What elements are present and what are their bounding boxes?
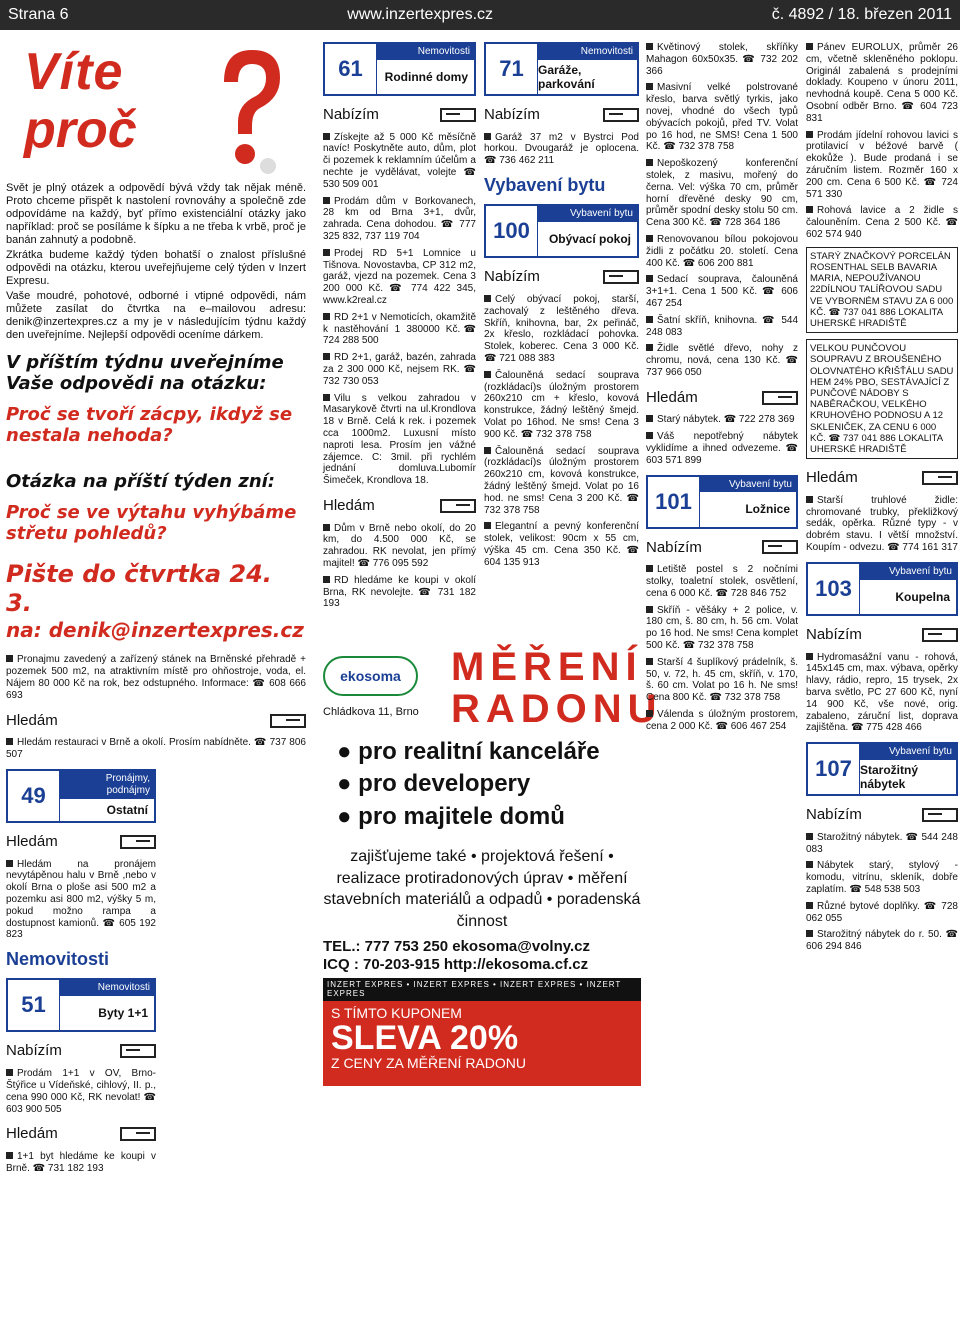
- ads-block: [323, 523, 476, 611]
- current-question: Proč se tvoří zácpy, ikdyž se nestala nehoda?: [6, 404, 293, 447]
- classified-ad: Starší truhlové židle: chromované trubky, překližkový sedák, opěrka. Různé typy - v dobrém stavu. I větší množství. Koupím - odvezu. ☎ 774 161 317: [806, 494, 958, 554]
- intro-text: [6, 182, 306, 342]
- category-number: 101: [648, 477, 700, 527]
- classified-ad: Hydromasážní vanu - rohová, 145x145 cm, max. výbava, opěrky hlavy, rádio, repro, 15 trysek, 2x barva světlo, PC 27 600 Kč, nyní 14 900 Kč, vše nové, orig. zabaleno, záruční list, doprava zajištěna. ☎ 775 428 466: [806, 651, 958, 734]
- arrow-left-icon: [120, 835, 156, 849]
- section-label: Nabízím: [484, 268, 540, 286]
- ads-block: [806, 652, 958, 735]
- classified-ad: Získejte až 5 000 Kč měsíčně navíc! Poskytněte auto, dům, plot či pozemek k reklamním účelům a nechte je vydělávat, volejte ☎ 530 509 001: [323, 131, 476, 190]
- site-url[interactable]: www.inzertexpres.cz: [347, 5, 494, 23]
- ads-block: [646, 564, 798, 732]
- arrow-left-icon: [922, 471, 958, 485]
- classified-ad: Masivní velké polstrované křeslo, barva světlý tyrkis, jako novej, vhodné do všech typů obývacích pokojů, před TV. Volat po 16 hod, ne SMS! Cena 1 500 Kč. ☎ 732 378 758: [646, 82, 798, 153]
- classified-ad: Prodej RD 5+1 Lomnice u Tišnova. Novostavba, CP 312 m2, garáž, vjezd na pozemek. Cena 3 200 000 Kč. ☎ 774 422 345, www.k2real.cz: [323, 247, 476, 307]
- ads-block: [806, 42, 958, 241]
- classified-ad: Starší 4 šuplíkový prádelník, š. 50, v. 72, h. 45 cm, skříň, v. 170, š. 60 cm. Volat po 16 h. Ne sms! Cena 800 Kč. ☎ 732 378 758: [646, 656, 798, 704]
- page-number: Strana 6: [8, 5, 69, 23]
- section-hledam: [6, 1125, 156, 1143]
- category-number: 107: [808, 744, 860, 794]
- ads-block: [806, 832, 958, 953]
- section-label: Nabízím: [323, 106, 379, 123]
- intro-paragraph: Zkrátka budeme každý týden bohatší o znalost příslušné odpovědi na otázku, kterou uveřejňujeme celý týden v Inzert Expresu.: [6, 248, 306, 287]
- section-hledam: [806, 469, 958, 487]
- classified-ad: Renovovanou bílou pokojovou židli z počátku 20. století. Cena 400 Kč. ☎ 606 200 881: [646, 233, 798, 269]
- section-hledam: [323, 497, 476, 515]
- column-2: [323, 42, 476, 615]
- category-name: Ložnice: [745, 502, 790, 517]
- classified-ad: Starožitný nábytek do r. 50. ☎ 606 294 846: [806, 929, 958, 953]
- category-group: Vybavení bytu: [860, 564, 956, 580]
- section-label: Hledám: [323, 497, 375, 514]
- ad-phone[interactable]: TEL.: 777 753 250 ekosoma@volny.cz: [323, 938, 590, 955]
- arrow-left-icon: [120, 1127, 156, 1141]
- classified-ad: Šatní skříň, knihovna. ☎ 544 248 083: [646, 314, 798, 338]
- classified-ad: Pronajmu zavedený a zařízený stánek na Brněnské přehradě + pozemek 500 m2, na atraktivním místě pro ohňostroje, voda, el. Nájem 80 000 Kč na rok, bez odstupného. Informace: ☎ 608 666 693: [6, 654, 306, 701]
- section-nabizim: [484, 268, 639, 286]
- ads-block: [484, 132, 639, 167]
- page-header: [0, 0, 960, 30]
- ad-service-list: [337, 736, 600, 833]
- category-group: Vybavení bytu: [538, 206, 637, 222]
- classified-ad: 1+1 byt hledáme ke koupi v Brně. ☎ 731 182 193: [6, 1151, 156, 1174]
- ad-service-item: ● pro realitní kanceláře: [337, 738, 600, 765]
- boxed-ad: VELKOU PUNČOVOU SOUPRAVU Z BROUŠENÉHO OLOVNATÉHO KŘIŠŤÁLU SADU HEM 24% PBO, SESTÁVAJÍCÍ Z PUNČOVÉ NÁDOBY S NABĚRAČKOU, VELKÉHO KRUHOVÉHO PODNOSU A 12 SKLENIČEK, ZA CENU 6 000 KČ. ☎ 737 041 886 LOKALITA UHERSKÉ HRADIŠTĚ: [806, 339, 958, 459]
- classified-ad: Sedací souprava, čalouněná 3+1+1. Cena 1 500 Kč. ☎ 606 467 254: [646, 274, 798, 309]
- section-nabizim: [646, 539, 798, 557]
- category-name: Starožitný nábytek: [860, 762, 919, 792]
- category-group: Nemovitosti: [377, 44, 474, 60]
- ads-block: [484, 294, 639, 569]
- column-1: [6, 42, 306, 1180]
- category-name: Byty 1+1: [98, 1006, 148, 1021]
- question-mark-icon: [206, 42, 292, 182]
- classified-ad: Různé bytové doplňky. ☎ 728 062 055: [806, 900, 958, 924]
- intro-paragraph: Svět je plný otázek a odpovědí bývá vždy tak nějak méně. Proto chceme přispět k nastolení rovnováhy a společně zde odpovídáme na každý, byť přímo existenciální otázky jako například: proč se posíláme k šípku a ne třeba k vrbě, proč je banán zahnutý a podobně.: [6, 182, 306, 246]
- section-label: Hledám: [6, 711, 58, 729]
- classified-ad: Prodám dům v Borkovanech, 28 km od Brna 3+1, dvůr, zahrada. Cena dohodou. ☎ 777 325 832, 737 119 704: [323, 195, 476, 243]
- section-hledam: [6, 712, 306, 730]
- classified-ad: Židle světlé dřevo, nohy z chromu, nová, cena 130 Kč. ☎ 737 966 050: [646, 343, 798, 378]
- ads-block: [6, 1151, 156, 1175]
- arrow-right-icon: [922, 808, 958, 822]
- section-label: Hledám: [6, 832, 58, 850]
- arrow-right-icon: [762, 540, 798, 554]
- category-group: Vybavení bytu: [700, 477, 796, 493]
- category-name: Ostatní: [106, 802, 148, 817]
- coupon-line1: S TÍMTO KUPONEM: [331, 1004, 462, 1021]
- ad-contact: [323, 938, 641, 973]
- arrow-right-icon: [120, 1044, 156, 1058]
- section-nabizim: [323, 106, 476, 124]
- classified-ad: Váš nepotřebný nábytek vyklidíme a ihned odvezeme. ☎ 603 571 899: [646, 431, 798, 466]
- hero-title-line2: proč: [24, 101, 137, 159]
- ad-title: MĚŘENÍ RADONU: [451, 645, 663, 731]
- arrow-left-icon: [762, 391, 798, 405]
- classified-ad: Válenda s úložným prostorem, cena 2 000 Kč. ☎ 606 467 254: [646, 709, 798, 732]
- category-group: Pronájmy, podnájmy: [60, 771, 154, 799]
- category-number: 61: [325, 44, 377, 94]
- category-number: 49: [8, 771, 60, 821]
- section-nabizim: [806, 806, 958, 824]
- category-group: Nemovitosti: [538, 44, 637, 60]
- deadline: Pište do čtvrtka 24. 3.: [6, 560, 272, 617]
- ads-block: [6, 1068, 156, 1115]
- category-name: Koupelna: [895, 589, 950, 604]
- classified-ad: Celý obývací pokoj, starší, zachovalý z leštěného dřeva. Skříň, knihovna, bar, 2x peřináč, 2x křeslo, rozkládací pohovka. Stolek, koberec. Cena 3 000 Kč. ☎ 721 088 383: [484, 294, 639, 364]
- section-label: Nabízím: [6, 1042, 62, 1060]
- classified-ad: RD 2+1 v Nemoticích, okamžitě k nastěhování 1 380000 Kč.☎ 724 288 500: [323, 311, 476, 347]
- ads-block: [6, 737, 306, 761]
- arrow-left-icon: [440, 499, 476, 513]
- category-103: [806, 562, 958, 616]
- classified-ad: Dům v Brně nebo okolí, do 20 km, do 4.500 000 Kč, se zahradou. RK nevolat, jen přímý majitel! ☎ 776 095 592: [323, 522, 476, 570]
- ads-block: [323, 132, 476, 487]
- ekosoma-ad: [323, 640, 663, 1086]
- section-nabizim: [6, 1042, 156, 1060]
- ads-block: [646, 414, 798, 466]
- section-hledam: [6, 833, 156, 851]
- category-107: [806, 742, 958, 796]
- category-number: 71: [486, 44, 538, 94]
- column-3: [484, 42, 639, 574]
- classified-ad: Rohová lavice a 2 židle s čalouněním. Cena 2 500 Kč. ☎ 602 574 940: [806, 205, 958, 240]
- category-name: Garáže, parkování: [538, 62, 595, 91]
- classified-ad: Čalouněná sedací souprava (rozkládací)s úložným prostorem 260x210 cm + křeslo, kovová konstrukce, žádný leštěný šmejd. Volat po 16hod. Ne sms! Cena 3 900 Kč. ☎ 732 378 758: [484, 369, 639, 440]
- category-number: 51: [8, 980, 60, 1030]
- arrow-left-icon: [270, 714, 306, 728]
- section-label: Hledám: [806, 469, 858, 487]
- column-5: [806, 42, 958, 958]
- arrow-right-icon: [603, 270, 639, 284]
- email-address[interactable]: na: denik@inzertexpres.cz: [6, 617, 304, 642]
- classified-ad: Hledám na pronájem nevytápěnou halu v Brně ,nebo v okolí Brna o ploše asi 500 m2 a pozemku asi 800 m2, výšky 5 m, pokud možno rampa a dostupnost kamionů. ☎ 605 192 823: [6, 858, 156, 941]
- arrow-right-icon: [922, 628, 958, 642]
- classified-ad: Nepoškozený konferenční stolek, z masivu, mořený do černa. Vel: výška 70 cm, průměr horní dřevěné desky 90 cm, průměr spodní desky stolu 50 cm. Cena 300 Kč. ☎ 728 364 186: [646, 158, 798, 229]
- category-100: [484, 204, 639, 258]
- coupon-discount: SLEVA 20%: [331, 1019, 519, 1058]
- section-nabizim: [484, 106, 639, 124]
- classified-ad: Čalouněná sedací souprava (rozkládací)s úložným prostorem 260x210 cm, kovová konstrukce, žádný leštěný šmejd. Volat po 16 hod. ne sms! Cena 3 200 Kč. ☎ 732 378 758: [484, 445, 639, 516]
- intro-paragraph: Vaše moudré, pohotové, odborné i vtipné odpovědi, nám můžete zasílat do čtvrtka na e–mailovou adresu: denik@inzertexpres.cz a my je v následujícím týdnu každý den uveřejníme. Nejlepší odpovědi oceníme dárkem.: [6, 289, 306, 341]
- next-question: Proč se ve výtahu vyhýbáme střetu pohledů?: [6, 501, 297, 545]
- classified-ad: Starožitný nábytek. ☎ 544 248 083: [806, 831, 958, 855]
- section-label: Nabízím: [484, 106, 540, 123]
- column-4: [646, 42, 798, 738]
- ads-block: [6, 859, 156, 942]
- ads-block: [6, 654, 306, 701]
- section-nabizim: [806, 626, 958, 644]
- ad-address: Chládkova 11, Brno: [323, 706, 419, 718]
- ad-service-item: ● pro majitele domů: [337, 802, 565, 830]
- hero-title: [6, 42, 306, 182]
- coupon-line3: Z CENY ZA MĚŘENÍ RADONU: [331, 1055, 526, 1072]
- coupon-banner: [323, 978, 641, 1086]
- category-number: 103: [808, 564, 860, 614]
- arrow-right-icon: [440, 108, 476, 122]
- category-51: [6, 978, 156, 1032]
- issue-date: č. 4892 / 18. březen 2011: [771, 5, 952, 23]
- classified-ad: Elegantní a pevný konferenční stolek, velikost: 90cm x 55 cm, výška 45 cm. Cena 350 Kč. ☎ 604 135 913: [484, 521, 639, 568]
- arrow-right-icon: [603, 108, 639, 122]
- section-label: Hledám: [646, 388, 698, 406]
- ad-icq[interactable]: ICQ : 70-203-915 http://ekosoma.cf.cz: [323, 955, 589, 973]
- ads-block: [806, 495, 958, 554]
- ad-subtext: zajišťujeme také • projektová řešení • realizace protiradonových úprav • měření stavebních materiálů a odpadů • poradenská činnost: [323, 848, 641, 930]
- ekosoma-logo: ekosoma: [323, 656, 418, 696]
- hero-title-line1: Víte: [24, 43, 124, 101]
- section-nemovitosti: Nemovitosti: [6, 949, 110, 970]
- category-49: [6, 769, 156, 823]
- category-name: Obývací pokoj: [548, 232, 631, 247]
- section-hledam: [646, 389, 798, 407]
- classified-ad: Letiště postel s 2 nočními stolky, toaletní stolek, osvětlení, cena 6 000 Kč. ☎ 728 846 752: [646, 564, 798, 599]
- ad-service-item: ● pro developery: [337, 770, 531, 798]
- classified-ad: Prodám 1+1 v OV, Brno-Štýřice u Vídeňské, cihlový, II. p., cena 990 000 Kč, RK nevolat! ☎ 603 900 505: [6, 1068, 156, 1115]
- next-question-heading: Otázka na příští týden zní:: [6, 470, 275, 492]
- classified-ad: Starý nábytek. ☎ 722 278 369: [646, 414, 798, 426]
- section-label: Nabízím: [806, 625, 862, 643]
- classified-ad: Garáž 37 m2 v Bystrci Pod horkou. Dvougaráž je oplocena. ☎ 736 462 211: [484, 131, 639, 167]
- category-group: Vybavení bytu: [860, 744, 956, 760]
- category-61: [323, 42, 476, 96]
- category-101: [646, 475, 798, 529]
- classified-ad: Hledám restauraci v Brně a okolí. Prosím nabídněte. ☎ 737 806 507: [6, 737, 306, 761]
- category-group: Nemovitosti: [60, 980, 154, 996]
- section-label: Nabízím: [646, 538, 702, 556]
- classified-ad: Pánev EUROLUX, průměr 26 cm, včetně skleněného poklopu. Originál zabalená s prodejními doklady. Koupeno v únoru 2011, nevhodná koupě. Cena 5 000 Kč. Osobní odběr Brno. ☎ 604 723 831: [806, 42, 958, 124]
- section-vybaveni-bytu: Vybavení bytu: [484, 175, 606, 196]
- section-label: Hledám: [6, 1125, 58, 1143]
- ads-block: [646, 42, 798, 379]
- category-71: [484, 42, 639, 96]
- section-label: Nabízím: [806, 806, 862, 824]
- classified-ad: Vilu s velkou zahradou v Masarykově čtvrti na ul.Krondlova 18 v Brně. Celá k rek. i pozemek cca 1000m2. Luxusní místo naproti lesa. Prosím jen vážné zájemce. C: 3mil. při rychlém jednání domluva.Lubomír Šimeček, Krondlova 18.: [323, 392, 476, 487]
- classified-ad: RD hledáme ke koupi v okolí Brna, RK nevolejte. ☎ 731 182 193: [323, 574, 476, 610]
- boxed-ad: STARÝ ZNAČKOVÝ PORCELÁN ROSENTHAL SELB BAVARIA MARIA, NEPOUŽÍVANOU 22DÍLNOU TALÍŘOVOU SADU VE VYBORNÉM STAVU ZA 6 000 KČ. ☎ 737 041 886 LOKALITA UHERSKÉ HRADIŠTĚ: [806, 247, 958, 333]
- classified-ad: Nábytek starý, stylový - komodu, vitrínu, skleník, dobře zaplatím. ☎ 548 538 503: [806, 860, 958, 896]
- classified-ad: Skříň - věšáky + 2 police, v. 180 cm, š. 80 cm, h. 56 cm. Volat po 16 hod. Ne sms! Cena komplet 500 Kč. ☎ 732 378 758: [646, 604, 798, 652]
- next-week-heading: V příštím týdnu uveřejníme Vaše odpovědi na otázku:: [6, 351, 284, 394]
- category-name: Rodinné domy: [384, 69, 468, 84]
- banner-strip: INZERT EXPRES • INZERT EXPRES • INZERT EXPRES • INZERT EXPRES: [323, 978, 641, 1001]
- classified-ad: Květinový stolek, skříňky Mahagon 60x50x35. ☎ 732 202 366: [646, 42, 798, 77]
- category-number: 100: [486, 206, 538, 256]
- classified-ad: Prodám jídelní rohovou lavici s protilavicí v béžové barvě ( ekokůže ). Bude prodaná i se záručním listem. Rozměr 160 x 200 cm. Cena 6 500 Kč. ☎ 724 571 330: [806, 129, 958, 200]
- classified-ad: RD 2+1, garáž, bazén, zahrada za 2 300 000 Kč, nejsem RK. ☎ 732 730 053: [323, 352, 476, 387]
